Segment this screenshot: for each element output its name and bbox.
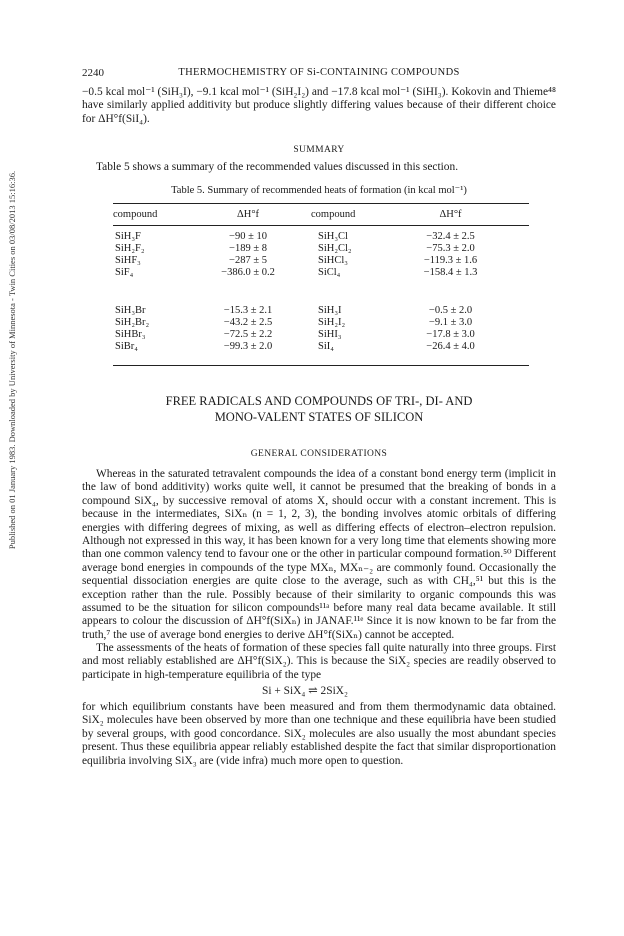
compound-cell: SiH₃Cl [318,231,348,242]
subsection-heading: GENERAL CONSIDERATIONS [250,449,388,459]
dhf-value-cell: −32.4 ± 2.5 [426,231,475,242]
compound-cell: SiH₃F [115,231,141,242]
table-header-row [113,209,529,221]
paragraph-equilibria: for which equilibrium constants have been measured and from them thermodynamic data obtained. SiX₂ molecules have been observed by more than one technique and these equilibria have been studied by several groups, with good concordance. SiX₂ molecules are also usually the most abundant species present. Thus these equilibria appear reliably established despite the fact that similar disproportionation equilibria involving SiX₃ are (vide infra) much more open to question. [82,701,556,767]
table-row [113,255,529,267]
compound-cell: SiH₂F₂ [115,243,145,254]
dhf-value-cell: −90 ± 10 [229,231,267,242]
header-compound-1: compound [113,209,158,220]
paragraph-assessments: The assessments of the heats of formation of these species fall quite naturally into three groups. First and most reliably established are ΔH°f(SiX₂). This is because the SiX₂ species are readily observed to participate in high-temperature equilibria of the type [82,642,556,681]
section-heading-line1: FREE RADICALS AND COMPOUNDS OF TRI-, DI- AND [165,394,473,408]
table-caption: Table 5. Summary of recommended heats of formation (in kcal mol⁻¹) [171,185,467,196]
compound-cell: SiBr₄ [115,341,138,352]
table-row [113,243,529,255]
compound-cell: SiHF₃ [115,255,141,266]
compound-cell: SiH₂Cl₂ [318,243,352,254]
compound-cell: SiHBr₃ [115,329,146,340]
page-header [82,67,556,81]
summary-heading: SUMMARY [293,145,345,155]
dhf-value-cell: −158.4 ± 1.3 [423,267,478,278]
download-watermark [2,110,22,610]
page-number: 2240 [82,67,104,79]
dhf-value-cell: −72.5 ± 2.2 [223,329,273,340]
table-row [113,231,529,243]
dhf-value-cell: −189 ± 8 [229,243,267,254]
compound-cell: SiH₃I [318,305,342,316]
dhf-value-cell: −287 ± 5 [229,255,267,266]
intro-paragraph: −0.5 kcal mol⁻¹ (SiH₃I), −9.1 kcal mol⁻¹ (SiH₂I₂) and −17.8 kcal mol⁻¹ (SiHI₃). Kokovin and Thieme⁴⁸ have similarly applied additivity but produce slightly differing values because of their different choice for ΔH°f(SiI₄). [82,86,556,125]
compound-cell: SiH₂I₂ [318,317,346,328]
running-title: THERMOCHEMISTRY OF Si-CONTAINING COMPOUNDS [178,67,460,78]
table-row [113,341,529,353]
dhf-value-cell: −99.3 ± 2.0 [223,341,273,352]
table-row [113,329,529,341]
table-header-rule [113,225,529,226]
summary-text: Table 5 shows a summary of the recommended values discussed in this section. [96,161,459,173]
compound-cell: SiI₄ [318,341,334,352]
dhf-value-cell: −0.5 ± 2.0 [428,305,473,316]
equilibrium-equation: Si + SiX₄ ⇌ 2SiX₂ [262,685,348,697]
compound-cell: SiH₂Br₂ [115,317,150,328]
table-bottom-rule [113,365,529,366]
download-watermark-text: Published on 01 January 1983. Downloaded by University of Minnesota - Twin Cities on 03/08/2013 15:16:36. [7,170,17,550]
header-compound-2: compound [311,209,356,220]
compound-cell: SiCl₄ [318,267,341,278]
dhf-value-cell: −15.3 ± 2.1 [223,305,273,316]
table-row [113,317,529,329]
table-top-rule [113,203,529,204]
dhf-value-cell: −119.3 ± 1.6 [423,255,478,266]
dhf-value-cell: −9.1 ± 3.0 [428,317,473,328]
dhf-value-cell: −75.3 ± 2.0 [426,243,475,254]
compound-cell: SiH₃Br [115,305,146,316]
compound-cell: SiHI₃ [318,329,342,340]
dhf-value-cell: −17.8 ± 3.0 [426,329,475,340]
table-row [113,267,529,279]
compound-cell: SiHCl₃ [318,255,348,266]
dhf-value-cell: −26.4 ± 4.0 [426,341,475,352]
compound-cell: SiF₄ [115,267,134,278]
paragraph-general-considerations: Whereas in the saturated tetravalent compounds the idea of a constant bond energy term (implicit in the law of bond additivity) works quite well, it cannot be presumed that the breaking of bonds in a compound SiX₄, by successive removal of atoms X, should occur with a constant increment. This is because in the intermediates, SiXₙ (n = 1, 2, 3), the bonding involves atomic orbitals of differing energies with differing degrees of mixing, as well as differing effects of electron–electron repulsion. Although not expressed in this way, it has been known for a very long time that elements showing more than one common valency tend to favour one or the other in particular compound formation.⁵⁰ Different average bond energies in compounds of the type MXₙ, MXₙ₋₂ are commonly found. Occasionally the sequential dissociation energies are quite close to the average, such as with CH₄,⁵¹ but this is the exception rather than the rule. Possibly because of their similarity to organic compounds this was assumed to be the situation for silicon compounds¹¹ᵃ before many real data became available. It still appears to colour the discussion of ΔH°f(SiXₙ) in JANAF.¹¹ᵉ Since it is now known to be far from the truth,⁷ the use of average bond energies to derive ΔH°f(SiXₙ) cannot be accepted. [82,468,556,641]
table-row [113,305,529,317]
dhf-value-cell: −43.2 ± 2.5 [223,317,273,328]
dhf-value-cell: −386.0 ± 0.2 [221,267,275,278]
header-dhf-1: ΔH°f [236,209,260,220]
section-heading-line2: MONO-VALENT STATES OF SILICON [214,410,424,424]
header-dhf-2: ΔH°f [439,209,462,220]
